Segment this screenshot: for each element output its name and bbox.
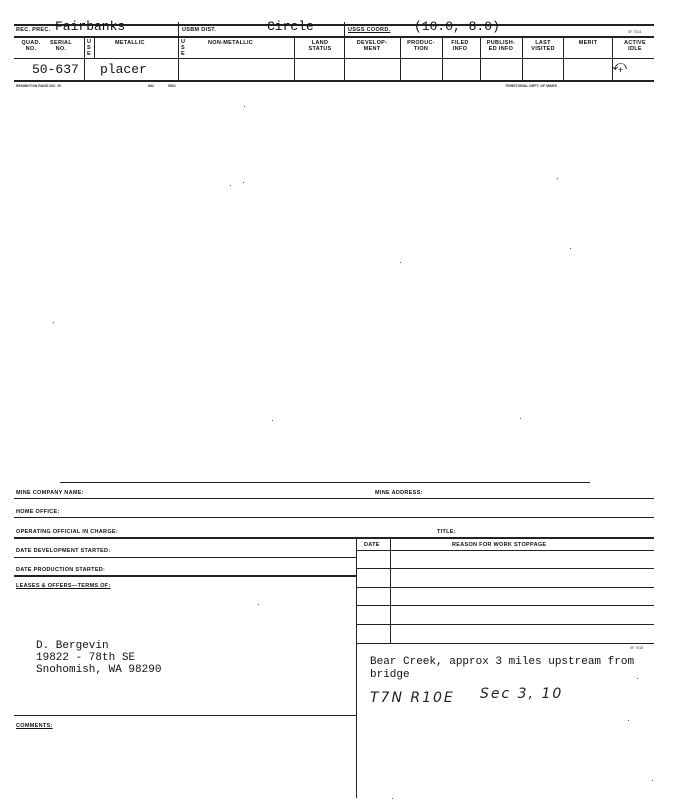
serial-value: 50-637: [32, 62, 79, 77]
col-use-nonmetallic: U S E: [181, 39, 186, 57]
col-divider: [94, 36, 95, 58]
metallic-value: placer: [100, 62, 147, 77]
handwritten-township-range: T7N R10E: [370, 690, 455, 706]
speck: [258, 604, 259, 605]
speck: [400, 262, 401, 263]
printer-label: REMINGTON RAND INC. 20: [16, 84, 62, 88]
col-active-idle: ACTIVE IDLE: [624, 40, 646, 52]
dept-label: TERRITORIAL DEPT. OF MINES: [505, 84, 558, 88]
title-label: TITLE:: [437, 529, 456, 535]
speck: [557, 178, 558, 179]
owner-city: Snohomish, WA 98290: [36, 664, 162, 676]
rec-prec-value: Fairbanks: [55, 19, 126, 34]
speck: [243, 182, 244, 183]
date-column-header: DATE: [364, 542, 380, 548]
col-use-metallic: U S E: [87, 39, 92, 57]
table-row-rule: [356, 587, 654, 588]
rec-prec-label: REC. PREC.: [16, 27, 51, 33]
handwritten-section: Sec 3, 10: [480, 686, 564, 702]
col-serial-no: SERIAL NO.: [50, 40, 72, 52]
table-divider: [390, 537, 391, 643]
form-rule: [14, 498, 654, 499]
table-divider: [356, 643, 357, 798]
form-number-top: SF 7014: [628, 30, 642, 34]
mine-company-name-label: MINE COMPANY NAME:: [16, 490, 84, 496]
usbm-dist-label: USBM DIST.: [182, 27, 217, 33]
col-published-info: PUBLISH-ED INFO: [486, 40, 516, 52]
col-divider: [344, 22, 345, 80]
location-line-1: Bear Creek, approx 3 miles upstream from: [370, 656, 635, 668]
location-line-2: bridge: [370, 669, 410, 681]
form-code-2: 5801: [168, 84, 176, 88]
form-code-1: 682: [148, 84, 154, 88]
mine-address-label: MINE ADDRESS:: [375, 490, 423, 496]
col-quad-no: QUAD. NO.: [21, 40, 41, 52]
owner-street: 19822 - 78th SE: [36, 652, 136, 664]
form-rule: [14, 537, 654, 539]
col-development: DEVELOP-MENT: [356, 40, 388, 52]
table-row-rule: [356, 605, 654, 606]
table-row-rule: [356, 643, 654, 644]
speck: [637, 678, 638, 679]
form-number-bottom: SF 7015: [630, 646, 644, 650]
col-last-visited: LAST VISITED: [531, 40, 555, 52]
speck: [392, 798, 393, 799]
home-office-label: HOME OFFICE:: [16, 509, 60, 515]
form-rule: [14, 517, 654, 518]
row-bottom-rule: [14, 80, 654, 82]
comments-label: COMMENTS:: [16, 723, 53, 729]
col-metallic: METALLIC: [115, 40, 145, 46]
reason-column-header: REASON FOR WORK STOPPAGE: [452, 542, 547, 548]
header-bottom-rule: [14, 36, 654, 38]
col-divider: [178, 22, 179, 80]
col-production: PRODUC-TION: [407, 40, 435, 52]
form-rule: [14, 575, 356, 577]
form-rule: [14, 715, 356, 716]
col-land-status: LAND STATUS: [308, 40, 332, 52]
table-row-rule: [356, 550, 654, 551]
operating-official-label: OPERATING OFFICIAL IN CHARGE:: [16, 529, 118, 535]
col-merit: MERIT: [578, 40, 598, 46]
table-row-rule: [356, 568, 654, 569]
speck: [570, 248, 571, 249]
speck: [230, 185, 231, 186]
speck: [628, 720, 629, 721]
active-mark: ⤽: [612, 58, 627, 74]
usgs-coord-label: USGS COORD.: [348, 27, 391, 33]
speck: [272, 420, 273, 421]
leases-offers-label: LEASES & OFFERS—TERMS OF:: [16, 583, 111, 589]
usgs-coord-value: (10.0, 8.0): [414, 19, 500, 34]
col-non-metallic: NON-METALLIC: [208, 40, 254, 46]
speck: [520, 418, 521, 419]
table-divider: [356, 537, 357, 643]
owner-name: D. Bergevin: [36, 640, 109, 652]
table-row-rule: [356, 624, 654, 625]
speck: [53, 322, 54, 323]
column-header-rule: [14, 58, 654, 59]
col-filed-info: FILED INFO: [451, 40, 469, 52]
date-dev-started-label: DATE DEVELOPMENT STARTED:: [16, 548, 111, 554]
speck: [244, 106, 245, 107]
form-rule: [14, 557, 356, 558]
speck: [652, 780, 653, 781]
usbm-dist-value: Circle: [267, 19, 314, 34]
date-prod-started-label: DATE PRODUCTION STARTED:: [16, 567, 106, 573]
top-curl-rule: [60, 482, 590, 483]
